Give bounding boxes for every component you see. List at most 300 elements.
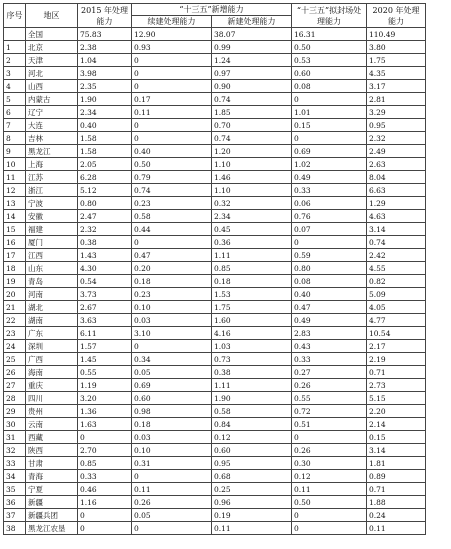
- cell-closed: 0.43: [292, 340, 367, 353]
- cell-index: 11: [4, 171, 26, 184]
- cell-closed: 0.59: [292, 249, 367, 262]
- table-row: [4, 288, 426, 301]
- cell-continued: 0.44: [132, 223, 212, 236]
- cell-continued: 0.58: [132, 210, 212, 223]
- table-row: [4, 145, 426, 158]
- cell-cap2020: 0.82: [367, 275, 426, 288]
- cell-region: 湖北: [26, 301, 78, 314]
- cell-cap2020: 5.15: [367, 392, 426, 405]
- cell-index: 9: [4, 145, 26, 158]
- capacity-table-container: [3, 3, 426, 535]
- cell-cap2015: 1.36: [78, 405, 132, 418]
- cell-new-build: 0.85: [212, 262, 292, 275]
- cell-new-build: 0.90: [212, 80, 292, 93]
- cell-cap2020: 4.77: [367, 314, 426, 327]
- cell-cap2015: 1.63: [78, 418, 132, 431]
- table-row: [4, 262, 426, 275]
- cell-closed: 0: [292, 93, 367, 106]
- cell-cap2020: 4.35: [367, 67, 426, 80]
- cell-cap2015: 0.46: [78, 483, 132, 496]
- cell-new-build: 0.38: [212, 366, 292, 379]
- cell-closed: 0.12: [292, 470, 367, 483]
- cell-new-build: 1.10: [212, 158, 292, 171]
- cell-region: 山西: [26, 80, 78, 93]
- cell-region: 贵州: [26, 405, 78, 418]
- table-row: [4, 93, 426, 106]
- cell-region: 宁夏: [26, 483, 78, 496]
- cell-continued: 0: [132, 67, 212, 80]
- cell-cap2015: 0.80: [78, 197, 132, 210]
- cell-index: 26: [4, 366, 26, 379]
- cell-index: 5: [4, 93, 26, 106]
- cell-new-build: 0.97: [212, 67, 292, 80]
- cell-new-build: 1.46: [212, 171, 292, 184]
- cell-continued: 0: [132, 132, 212, 145]
- cell-cap2015: 3.73: [78, 288, 132, 301]
- cell-cap2020: 3.17: [367, 80, 426, 93]
- cell-closed: 0.76: [292, 210, 367, 223]
- cell-index: 25: [4, 353, 26, 366]
- cell-region: 浙江: [26, 184, 78, 197]
- cell-new-build: 0.25: [212, 483, 292, 496]
- cell-new-build: 0.74: [212, 132, 292, 145]
- cell-index: 32: [4, 444, 26, 457]
- cell-closed: 0.11: [292, 483, 367, 496]
- table-row: [4, 366, 426, 379]
- cell-continued: 0.93: [132, 41, 212, 54]
- cell-region: 青岛: [26, 275, 78, 288]
- table-row: [4, 457, 426, 470]
- cell-cap2020: 6.63: [367, 184, 426, 197]
- cell-region: 内蒙古: [26, 93, 78, 106]
- table-row: [4, 106, 426, 119]
- cell-new-build: 1.85: [212, 106, 292, 119]
- cell-new-build: 0.68: [212, 470, 292, 483]
- cell-index: 16: [4, 236, 26, 249]
- cell-cap2015: 2.35: [78, 80, 132, 93]
- cell-continued: 0.03: [132, 431, 212, 444]
- cell-region: 广东: [26, 327, 78, 340]
- cell-cap2020: 2.32: [367, 132, 426, 145]
- capacity-table: [3, 3, 426, 535]
- cell-continued: 0.26: [132, 496, 212, 509]
- cell-region: 海南: [26, 366, 78, 379]
- cell-region: 云南: [26, 418, 78, 431]
- cell-region: 河南: [26, 288, 78, 301]
- header-closed: “十三五”拟封场处理能力: [292, 4, 367, 28]
- cell-closed: 0.51: [292, 418, 367, 431]
- header-cap2020: 2020 年处理能力: [367, 4, 426, 28]
- total-row: [4, 28, 426, 41]
- table-row: [4, 67, 426, 80]
- cell-region: 陕西: [26, 444, 78, 457]
- cell-closed: 0.69: [292, 145, 367, 158]
- header-continued: 续建处理能力: [132, 16, 212, 28]
- cell-new-build: 0.70: [212, 119, 292, 132]
- cell-closed: 0.30: [292, 457, 367, 470]
- cell-region: 北京: [26, 41, 78, 54]
- table-row: [4, 444, 426, 457]
- cell-cap2015: 2.32: [78, 223, 132, 236]
- cell-continued: 12.90: [132, 28, 212, 41]
- cell-region: 上海: [26, 158, 78, 171]
- cell-cap2015: 1.58: [78, 145, 132, 158]
- cell-continued: 0.11: [132, 483, 212, 496]
- cell-cap2015: 0.85: [78, 457, 132, 470]
- table-row: [4, 210, 426, 223]
- cell-index: [4, 28, 26, 41]
- cell-index: 3: [4, 67, 26, 80]
- cell-closed: 0.47: [292, 301, 367, 314]
- cell-region: 吉林: [26, 132, 78, 145]
- cell-cap2020: 3.29: [367, 106, 426, 119]
- cell-index: 33: [4, 457, 26, 470]
- cell-region: 新疆兵团: [26, 509, 78, 522]
- table-row: [4, 379, 426, 392]
- cell-cap2015: 1.45: [78, 353, 132, 366]
- cell-closed: 0.33: [292, 184, 367, 197]
- cell-new-build: 1.75: [212, 301, 292, 314]
- cell-continued: 0: [132, 522, 212, 535]
- cell-closed: 0.55: [292, 392, 367, 405]
- cell-closed: 2.83: [292, 327, 367, 340]
- cell-continued: 0.05: [132, 366, 212, 379]
- cell-index: 34: [4, 470, 26, 483]
- cell-new-build: 1.11: [212, 249, 292, 262]
- cell-region: 深圳: [26, 340, 78, 353]
- cell-cap2015: 75.83: [78, 28, 132, 41]
- cell-closed: 0.49: [292, 171, 367, 184]
- cell-index: 18: [4, 262, 26, 275]
- cell-new-build: 1.24: [212, 54, 292, 67]
- cell-continued: 0.50: [132, 158, 212, 171]
- cell-continued: 0.34: [132, 353, 212, 366]
- cell-closed: 0: [292, 236, 367, 249]
- cell-cap2015: 0.54: [78, 275, 132, 288]
- cell-cap2020: 0.11: [367, 522, 426, 535]
- cell-index: 2: [4, 54, 26, 67]
- table-row: [4, 158, 426, 171]
- cell-closed: 0.72: [292, 405, 367, 418]
- cell-new-build: 38.07: [212, 28, 292, 41]
- table-row: [4, 171, 426, 184]
- table-row: [4, 483, 426, 496]
- cell-cap2015: 1.58: [78, 132, 132, 145]
- table-row: [4, 197, 426, 210]
- cell-cap2020: 4.63: [367, 210, 426, 223]
- cell-continued: 0.98: [132, 405, 212, 418]
- cell-new-build: 0.99: [212, 41, 292, 54]
- cell-region: 湖南: [26, 314, 78, 327]
- cell-index: 8: [4, 132, 26, 145]
- cell-new-build: 0.58: [212, 405, 292, 418]
- cell-cap2015: 1.04: [78, 54, 132, 67]
- cell-region: 新疆: [26, 496, 78, 509]
- cell-cap2015: 0.33: [78, 470, 132, 483]
- cell-new-build: 0.12: [212, 431, 292, 444]
- cell-continued: 0.11: [132, 106, 212, 119]
- table-header: [4, 4, 426, 28]
- cell-closed: 0.50: [292, 496, 367, 509]
- cell-index: 19: [4, 275, 26, 288]
- cell-continued: 0: [132, 236, 212, 249]
- cell-cap2015: 1.57: [78, 340, 132, 353]
- table-row: [4, 509, 426, 522]
- cell-cap2015: 3.20: [78, 392, 132, 405]
- cell-index: 22: [4, 314, 26, 327]
- cell-index: 35: [4, 483, 26, 496]
- cell-new-build: 4.16: [212, 327, 292, 340]
- table-row: [4, 405, 426, 418]
- cell-index: 24: [4, 340, 26, 353]
- cell-cap2015: 2.34: [78, 106, 132, 119]
- cell-cap2020: 2.63: [367, 158, 426, 171]
- cell-cap2020: 2.42: [367, 249, 426, 262]
- cell-new-build: 0.18: [212, 275, 292, 288]
- cell-new-build: 0.74: [212, 93, 292, 106]
- cell-new-build: 2.34: [212, 210, 292, 223]
- cell-new-build: 0.32: [212, 197, 292, 210]
- cell-continued: 0: [132, 119, 212, 132]
- cell-region: 四川: [26, 392, 78, 405]
- cell-continued: 0.10: [132, 301, 212, 314]
- cell-closed: 0.60: [292, 67, 367, 80]
- cell-index: 29: [4, 405, 26, 418]
- cell-cap2020: 1.88: [367, 496, 426, 509]
- cell-index: 31: [4, 431, 26, 444]
- cell-cap2020: 2.17: [367, 340, 426, 353]
- cell-new-build: 1.03: [212, 340, 292, 353]
- cell-region: 安徽: [26, 210, 78, 223]
- cell-region: 天津: [26, 54, 78, 67]
- cell-continued: 0.17: [132, 93, 212, 106]
- cell-continued: 0: [132, 54, 212, 67]
- cell-new-build: 1.90: [212, 392, 292, 405]
- cell-closed: 0.49: [292, 314, 367, 327]
- cell-cap2015: 1.19: [78, 379, 132, 392]
- cell-continued: 0.74: [132, 184, 212, 197]
- cell-cap2020: 2.19: [367, 353, 426, 366]
- cell-cap2015: 6.11: [78, 327, 132, 340]
- cell-index: 15: [4, 223, 26, 236]
- cell-closed: 0: [292, 522, 367, 535]
- cell-index: 27: [4, 379, 26, 392]
- cell-continued: 3.10: [132, 327, 212, 340]
- cell-cap2020: 2.49: [367, 145, 426, 158]
- cell-cap2020: 10.54: [367, 327, 426, 340]
- table-row: [4, 184, 426, 197]
- cell-region: 西藏: [26, 431, 78, 444]
- cell-cap2015: 1.16: [78, 496, 132, 509]
- cell-index: 1: [4, 41, 26, 54]
- cell-cap2015: 6.28: [78, 171, 132, 184]
- cell-closed: 0.50: [292, 41, 367, 54]
- cell-cap2020: 0.15: [367, 431, 426, 444]
- cell-cap2015: 3.63: [78, 314, 132, 327]
- cell-new-build: 0.36: [212, 236, 292, 249]
- cell-region: 宁波: [26, 197, 78, 210]
- cell-region: 全国: [26, 28, 78, 41]
- cell-continued: 0.05: [132, 509, 212, 522]
- cell-index: 37: [4, 509, 26, 522]
- cell-index: 6: [4, 106, 26, 119]
- cell-cap2020: 0.95: [367, 119, 426, 132]
- cell-index: 36: [4, 496, 26, 509]
- cell-continued: 0.03: [132, 314, 212, 327]
- cell-new-build: 0.96: [212, 496, 292, 509]
- cell-index: 17: [4, 249, 26, 262]
- cell-new-build: 1.20: [212, 145, 292, 158]
- table-row: [4, 418, 426, 431]
- cell-cap2020: 3.14: [367, 223, 426, 236]
- cell-closed: 0: [292, 431, 367, 444]
- cell-continued: 0.69: [132, 379, 212, 392]
- cell-index: 20: [4, 288, 26, 301]
- cell-index: 28: [4, 392, 26, 405]
- cell-region: 河北: [26, 67, 78, 80]
- cell-cap2020: 0.74: [367, 236, 426, 249]
- cell-region: 黑龙江: [26, 145, 78, 158]
- cell-cap2015: 0.40: [78, 119, 132, 132]
- cell-cap2020: 0.71: [367, 483, 426, 496]
- cell-continued: 0: [132, 470, 212, 483]
- cell-index: 30: [4, 418, 26, 431]
- table-row: [4, 80, 426, 93]
- cell-cap2015: 2.47: [78, 210, 132, 223]
- table-row: [4, 275, 426, 288]
- cell-new-build: 0.11: [212, 522, 292, 535]
- cell-index: 13: [4, 197, 26, 210]
- cell-cap2015: 0.38: [78, 236, 132, 249]
- table-row: [4, 470, 426, 483]
- cell-continued: 0.23: [132, 288, 212, 301]
- cell-cap2020: 2.73: [367, 379, 426, 392]
- table-row: [4, 119, 426, 132]
- cell-closed: 1.02: [292, 158, 367, 171]
- cell-new-build: 0.19: [212, 509, 292, 522]
- cell-cap2015: 1.43: [78, 249, 132, 262]
- cell-new-build: 0.73: [212, 353, 292, 366]
- cell-region: 山东: [26, 262, 78, 275]
- table-row: [4, 496, 426, 509]
- header-cap2015: 2015 年处理能力: [78, 4, 132, 28]
- cell-closed: 0.33: [292, 353, 367, 366]
- cell-cap2020: 0.89: [367, 470, 426, 483]
- cell-continued: 0.40: [132, 145, 212, 158]
- cell-closed: 0.06: [292, 197, 367, 210]
- table-row: [4, 236, 426, 249]
- cell-cap2015: 1.90: [78, 93, 132, 106]
- cell-closed: 0.26: [292, 444, 367, 457]
- table-body: [4, 28, 426, 535]
- cell-continued: 0: [132, 80, 212, 93]
- table-row: [4, 327, 426, 340]
- table-row: [4, 353, 426, 366]
- cell-closed: 0.07: [292, 223, 367, 236]
- cell-new-build: 0.45: [212, 223, 292, 236]
- cell-continued: 0.31: [132, 457, 212, 470]
- cell-cap2020: 1.81: [367, 457, 426, 470]
- cell-cap2015: 5.12: [78, 184, 132, 197]
- cell-cap2015: 0: [78, 431, 132, 444]
- cell-cap2020: 3.80: [367, 41, 426, 54]
- table-row: [4, 301, 426, 314]
- table-row: [4, 522, 426, 535]
- cell-continued: 0: [132, 340, 212, 353]
- cell-cap2015: 2.05: [78, 158, 132, 171]
- cell-cap2020: 2.81: [367, 93, 426, 106]
- cell-index: 7: [4, 119, 26, 132]
- cell-new-build: 0.95: [212, 457, 292, 470]
- table-row: [4, 431, 426, 444]
- table-row: [4, 392, 426, 405]
- cell-index: 12: [4, 184, 26, 197]
- cell-cap2020: 8.04: [367, 171, 426, 184]
- table-row: [4, 223, 426, 236]
- cell-continued: 0.20: [132, 262, 212, 275]
- cell-closed: 0: [292, 509, 367, 522]
- header-region: 地区: [26, 4, 78, 28]
- cell-cap2020: 1.75: [367, 54, 426, 67]
- cell-closed: 16.31: [292, 28, 367, 41]
- cell-region: 大连: [26, 119, 78, 132]
- cell-closed: 0.27: [292, 366, 367, 379]
- table-row: [4, 132, 426, 145]
- cell-new-build: 1.11: [212, 379, 292, 392]
- table-row: [4, 340, 426, 353]
- cell-closed: 0.08: [292, 275, 367, 288]
- cell-continued: 0.18: [132, 418, 212, 431]
- cell-region: 福建: [26, 223, 78, 236]
- cell-region: 厦门: [26, 236, 78, 249]
- cell-cap2020: 1.29: [367, 197, 426, 210]
- cell-index: 23: [4, 327, 26, 340]
- cell-continued: 0.18: [132, 275, 212, 288]
- cell-closed: 0.08: [292, 80, 367, 93]
- cell-cap2015: 0: [78, 522, 132, 535]
- cell-closed: 0.80: [292, 262, 367, 275]
- cell-region: 青海: [26, 470, 78, 483]
- cell-closed: 0: [292, 132, 367, 145]
- cell-index: 14: [4, 210, 26, 223]
- cell-continued: 0.10: [132, 444, 212, 457]
- cell-cap2015: 2.70: [78, 444, 132, 457]
- cell-cap2015: 4.30: [78, 262, 132, 275]
- cell-cap2020: 4.05: [367, 301, 426, 314]
- cell-new-build: 1.60: [212, 314, 292, 327]
- cell-region: 甘肃: [26, 457, 78, 470]
- cell-closed: 1.01: [292, 106, 367, 119]
- cell-new-build: 0.60: [212, 444, 292, 457]
- cell-new-build: 0.84: [212, 418, 292, 431]
- table-row: [4, 54, 426, 67]
- cell-index: 21: [4, 301, 26, 314]
- cell-region: 江西: [26, 249, 78, 262]
- header-new-build: 新建处理能力: [212, 16, 292, 28]
- cell-cap2020: 3.14: [367, 444, 426, 457]
- cell-region: 广西: [26, 353, 78, 366]
- cell-cap2020: 5.09: [367, 288, 426, 301]
- cell-continued: 0.79: [132, 171, 212, 184]
- table-row: [4, 41, 426, 54]
- cell-closed: 0.15: [292, 119, 367, 132]
- cell-new-build: 1.10: [212, 184, 292, 197]
- cell-cap2020: 0.71: [367, 366, 426, 379]
- table-row: [4, 314, 426, 327]
- cell-continued: 0.60: [132, 392, 212, 405]
- cell-cap2015: 3.98: [78, 67, 132, 80]
- cell-cap2020: 4.55: [367, 262, 426, 275]
